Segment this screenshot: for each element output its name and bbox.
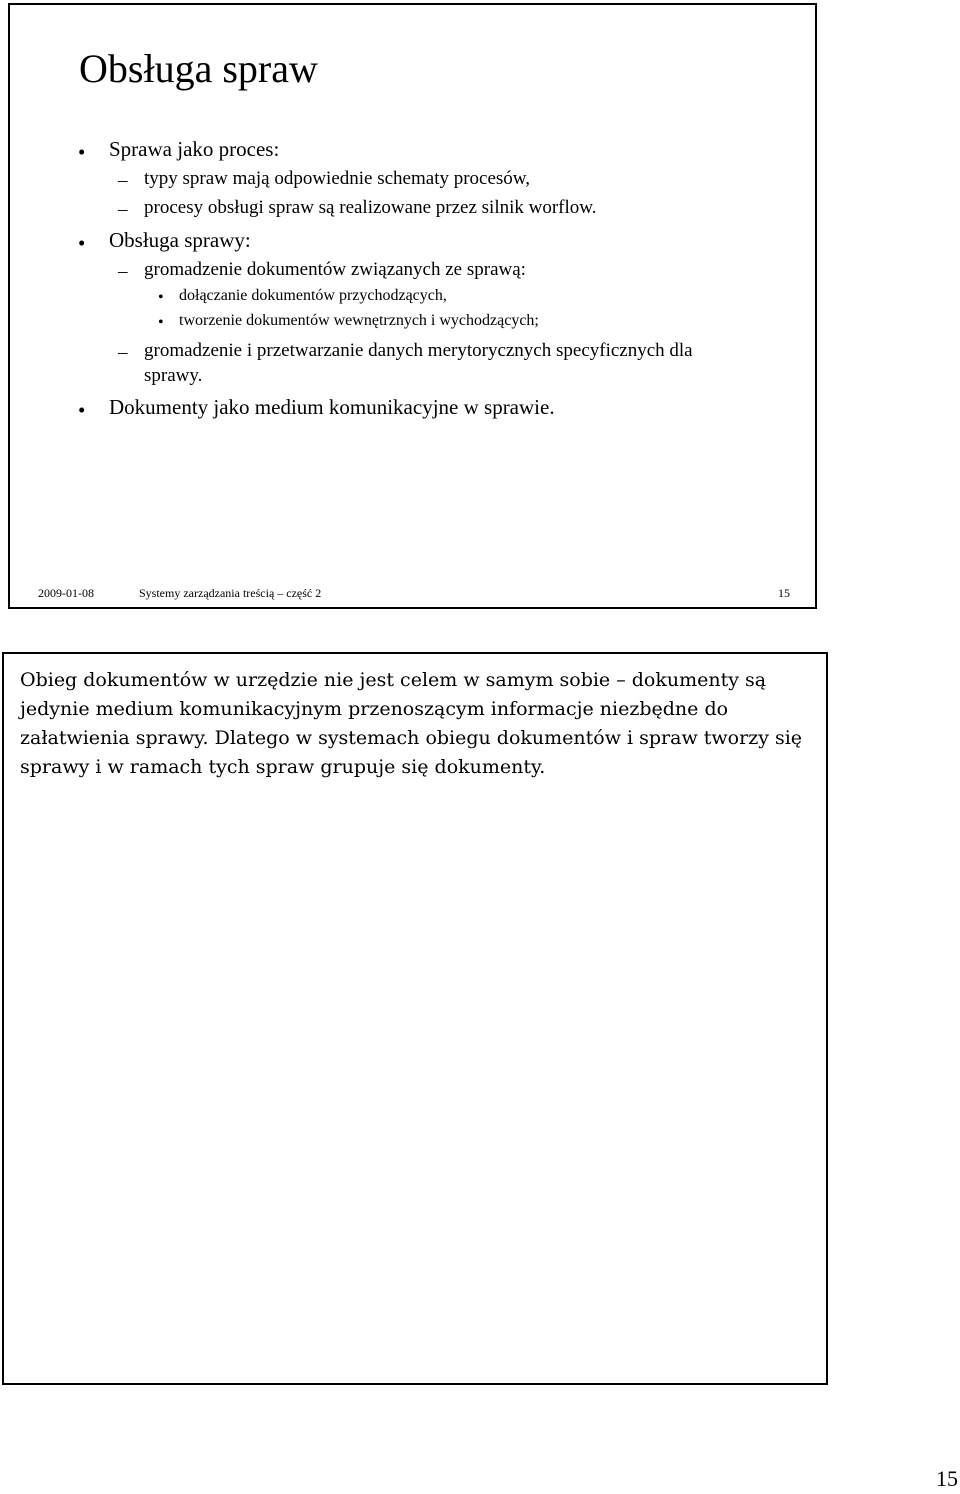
- notes-text: Obieg dokumentów w urzędzie nie jest celem w samym sobie – dokumenty są jedynie medium komunikacyjnym przenoszącym informacje niezbędne do załatwienia sprawy. Dlatego w systemach obiegu dokumentów i spraw tworzy się sprawy i w ramach tych spraw grupuje się dokumenty.: [20, 669, 803, 778]
- sub-sub-item: tworzenie dokumentów wewnętrznych i wychodzących;: [179, 312, 539, 329]
- bullet-item: Sprawa jako proces:: [109, 137, 280, 161]
- footer-date: 2009-01-08: [38, 586, 94, 600]
- notes-box: [2, 652, 828, 1385]
- bullet-marker: •: [78, 398, 86, 422]
- slide-title: Obsługa spraw: [79, 46, 318, 91]
- bullet-item: Obsługa sprawy:: [109, 228, 251, 252]
- dash-marker: –: [118, 199, 128, 220]
- footer-subject: Systemy zarządzania treścią – część 2: [139, 586, 322, 600]
- dash-marker: –: [118, 342, 128, 363]
- dash-marker: –: [118, 261, 128, 282]
- bullet-marker: •: [78, 140, 86, 164]
- bullet-item: Dokumenty jako medium komunikacyjne w sprawie.: [109, 395, 555, 419]
- sub-item: typy spraw mają odpowiednie schematy procesów,: [144, 168, 531, 189]
- sub-item-continuation: sprawy.: [144, 365, 203, 386]
- page-number: 15: [936, 1466, 958, 1491]
- footer-slide-number: 15: [778, 586, 790, 600]
- slide: [8, 3, 817, 609]
- sub-sub-item: dołączanie dokumentów przychodzących,: [179, 287, 447, 304]
- bullet-marker: •: [158, 314, 164, 331]
- dash-marker: –: [118, 170, 128, 191]
- sub-item: procesy obsługi spraw są realizowane przez silnik worflow.: [144, 197, 597, 218]
- sub-item: gromadzenie i przetwarzanie danych merytorycznych specyficznych dla: [144, 340, 693, 361]
- bullet-marker: •: [78, 231, 86, 255]
- sub-item: gromadzenie dokumentów związanych ze sprawą:: [144, 259, 526, 280]
- bullet-marker: •: [158, 289, 164, 306]
